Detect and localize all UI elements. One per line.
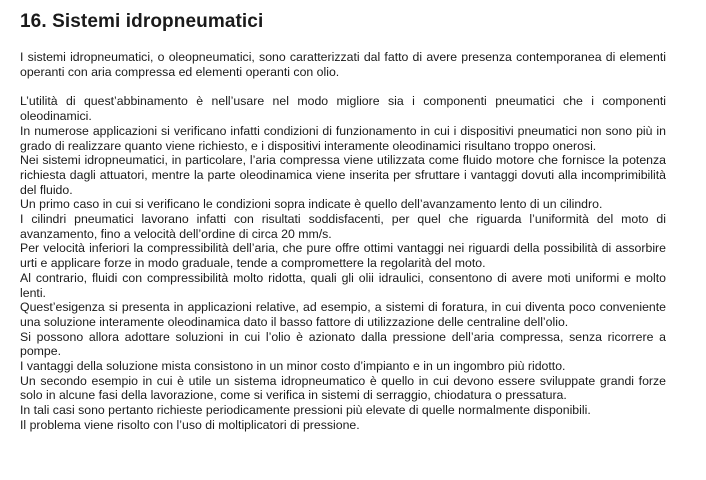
paragraph: Il problema viene risolto con l’uso di moltiplicatori di pressione. <box>20 417 360 432</box>
document-page <box>20 10 666 433</box>
paragraph: I cilindri pneumatici lavorano infatti con risultati soddisfacenti, per quel che riguarda l’uniformità del moto di avanzamento, fino a velocità dell’ordine di circa 20 mm/s. <box>20 212 666 241</box>
paragraph: Un primo caso in cui si verificano le condizioni sopra indicate è quello dell’avanzamento lento di un cilindro. <box>20 197 603 212</box>
paragraph: In numerose applicazioni si verificano infatti condizioni di funzionamento in cui i dispositivi pneumatici non sono più in grado di realizzare quanto viene richiesto, e i dispositivi interamente oleodinamici risultano troppo onerosi. <box>20 123 666 153</box>
paragraph: L’utilità di quest’abbinamento è nell’usare nel modo migliore sia i componenti pneumatici che i componenti oleodinamici. <box>20 94 666 124</box>
section-title: 16. Sistemi idropneumatici <box>20 11 264 32</box>
paragraph: Si possono allora adottare soluzioni in cui l’olio è azionato dalla pressione dell’aria compressa, senza ricorrere a pompe. <box>20 329 666 359</box>
paragraph: In tali casi sono pertanto richieste periodicamente pressioni più elevate di quelle normalmente disponibili. <box>20 403 591 418</box>
section-body <box>20 50 666 433</box>
paragraph: I sistemi idropneumatici, o oleopneumatici, sono caratterizzati dal fatto di avere presenza contemporanea di elementi operanti con aria compressa ed elementi operanti con olio. <box>20 50 666 79</box>
paragraph: Quest’esigenza si presenta in applicazioni relative, ad esempio, a sistemi di foratura, in cui diventa poco conveniente una soluzione interamente oleodinamica dato il basso fattore di utilizzazione delle centraline dell’olio. <box>20 300 666 329</box>
paragraph: Nei sistemi idropneumatici, in particolare, l’aria compressa viene utilizzata come fluido motore che fornisce la potenza richiesta dagli attuatori, mentre la parte oleodinamica viene inserita per sfruttare i vantaggi dovuti alla incomprimibilità del fluido. <box>20 153 666 197</box>
paragraph: I vantaggi della soluzione mista consistono in un minor costo d’impianto e in un ingombro più ridotto. <box>20 359 566 374</box>
paragraph: Al contrario, fluidi con compressibilità molto ridotta, quali gli olii idraulici, consentono di avere moti uniformi e molto lenti. <box>20 270 666 300</box>
paragraph: Un secondo esempio in cui è utile un sistema idropneumatico è quello in cui devono essere sviluppate grandi forze solo in alcune fasi della lavorazione, come si verifica in sistemi di serraggio, chiodatura o pressatura. <box>20 373 666 403</box>
paragraph: Per velocità inferiori la compressibilità dell’aria, che pure offre ottimi vantaggi nei riguardi della possibilità di assorbire urti e applicare forze in modo graduale, tende a compromettere la regolarità del moto. <box>20 241 666 271</box>
